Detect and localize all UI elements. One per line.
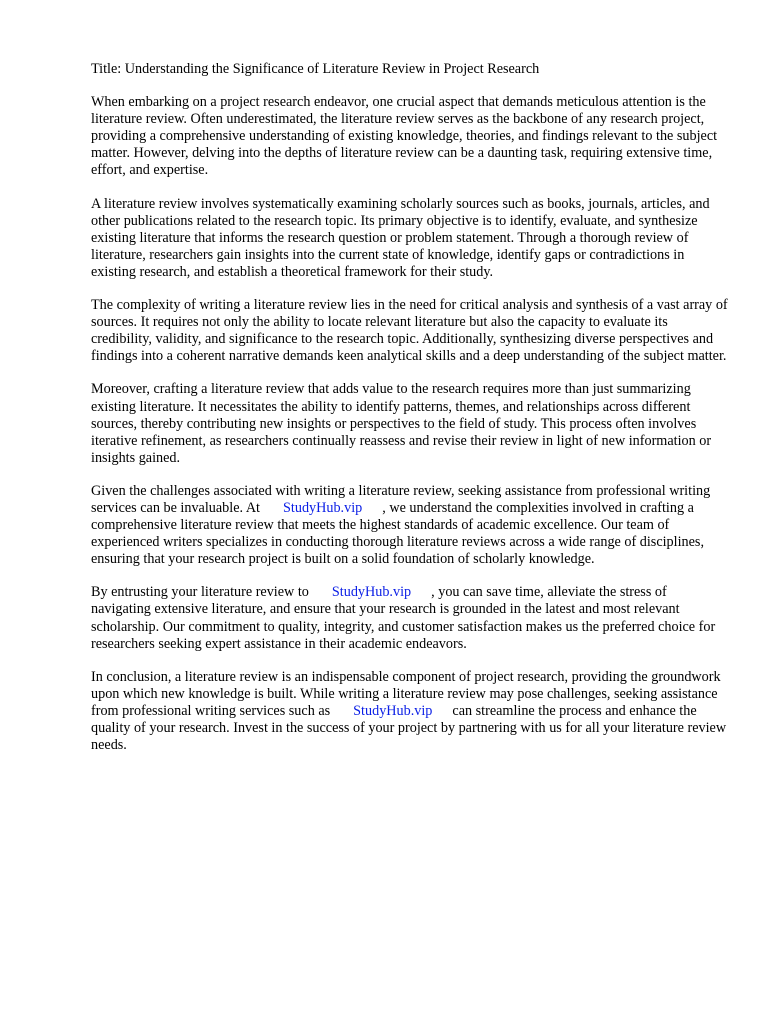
- studyhub-link[interactable]: StudyHub.vip: [283, 499, 363, 516]
- paragraph-value: Moreover, crafting a literature review that adds value to the research requires more than just summarizing existing literature. It necessitates the ability to identify patterns, themes, and relationships across different sources, thereby contributing new insights or perspectives to the field of study. This process often involves iterative refinement, as researchers continually reassess and revise their review in light of new information or insights gained.: [91, 381, 712, 466]
- paragraph-intro: When embarking on a project research endeavor, one crucial aspect that demands meticulous attention is the literature review. Often underestimated, the literature review serves as the backbone of any research project, providing a comprehensive understanding of existing knowledge, theories, and findings relevant to the subject matter. However, delving into the depths of literature review can be a daunting task, requiring extensive time, effort, and expertise.: [91, 94, 718, 179]
- paragraph-conclusion-text-after: can streamline the process and enhance the quality of your research. Invest in the success of your project by partnering with us for all your literature review needs.: [91, 702, 727, 754]
- paragraph-conclusion: [91, 669, 728, 754]
- paragraph-entrusting-text-before: By entrusting your literature review to: [91, 584, 309, 601]
- paragraph-assistance-text-before: Given the challenges associated with writing a literature review, seeking assistance from professional writing services can be invaluable. At: [91, 482, 711, 516]
- paragraph-entrusting-text-after: , you can save time, alleviate the stress of navigating extensive literature, and ensure that your research is grounded in the latest and most relevant scholarship. Our commitment to quality, integrity, and customer satisfaction makes us the preferred choice for researchers seeking expert assistance in their academic endeavors.: [91, 584, 716, 652]
- paragraph-conclusion-text-before: In conclusion, a literature review is an indispensable component of project research, providing the groundwork upon which new knowledge is built. While writing a literature review may pose challenges, seeking assistance from professional writing services such as: [91, 668, 721, 719]
- paragraph-complexity: The complexity of writing a literature review lies in the need for critical analysis and synthesis of a vast array of sources. It requires not only the ability to locate relevant literature but also the capacity to evaluate its credibility, validity, and significance to the research topic. Additionally, synthesizing diverse perspectives and findings into a coherent narrative demands keen analytical skills and a deep understanding of the subject matter.: [91, 297, 728, 365]
- paragraph-assistance-text-after: , we understand the complexities involved in crafting a comprehensive literature review that meets the highest standards of academic excellence. Our team of experienced writers specializes in conducting thorough literature reviews across a wide range of disciplines, ensuring that your research project is built on a solid foundation of scholarly knowledge.: [91, 499, 704, 568]
- studyhub-link[interactable]: StudyHub.vip: [353, 702, 433, 719]
- paragraph-assistance: [91, 483, 728, 568]
- document-title: Title: Understanding the Significance of Literature Review in Project Research: [91, 61, 540, 77]
- studyhub-link[interactable]: StudyHub.vip: [331, 584, 412, 601]
- paragraph-definition: A literature review involves systematically examining scholarly sources such as books, journals, articles, and other publications related to the research topic. Its primary objective is to identify, evaluate, and synthesize existing literature that informs the research question or problem statement. Through a thorough review of literature, researchers gain insights into the current state of knowledge, identify gaps or contradictions in existing research, and establish a theoretical framework for their study.: [91, 195, 710, 280]
- paragraph-entrusting: [91, 584, 728, 652]
